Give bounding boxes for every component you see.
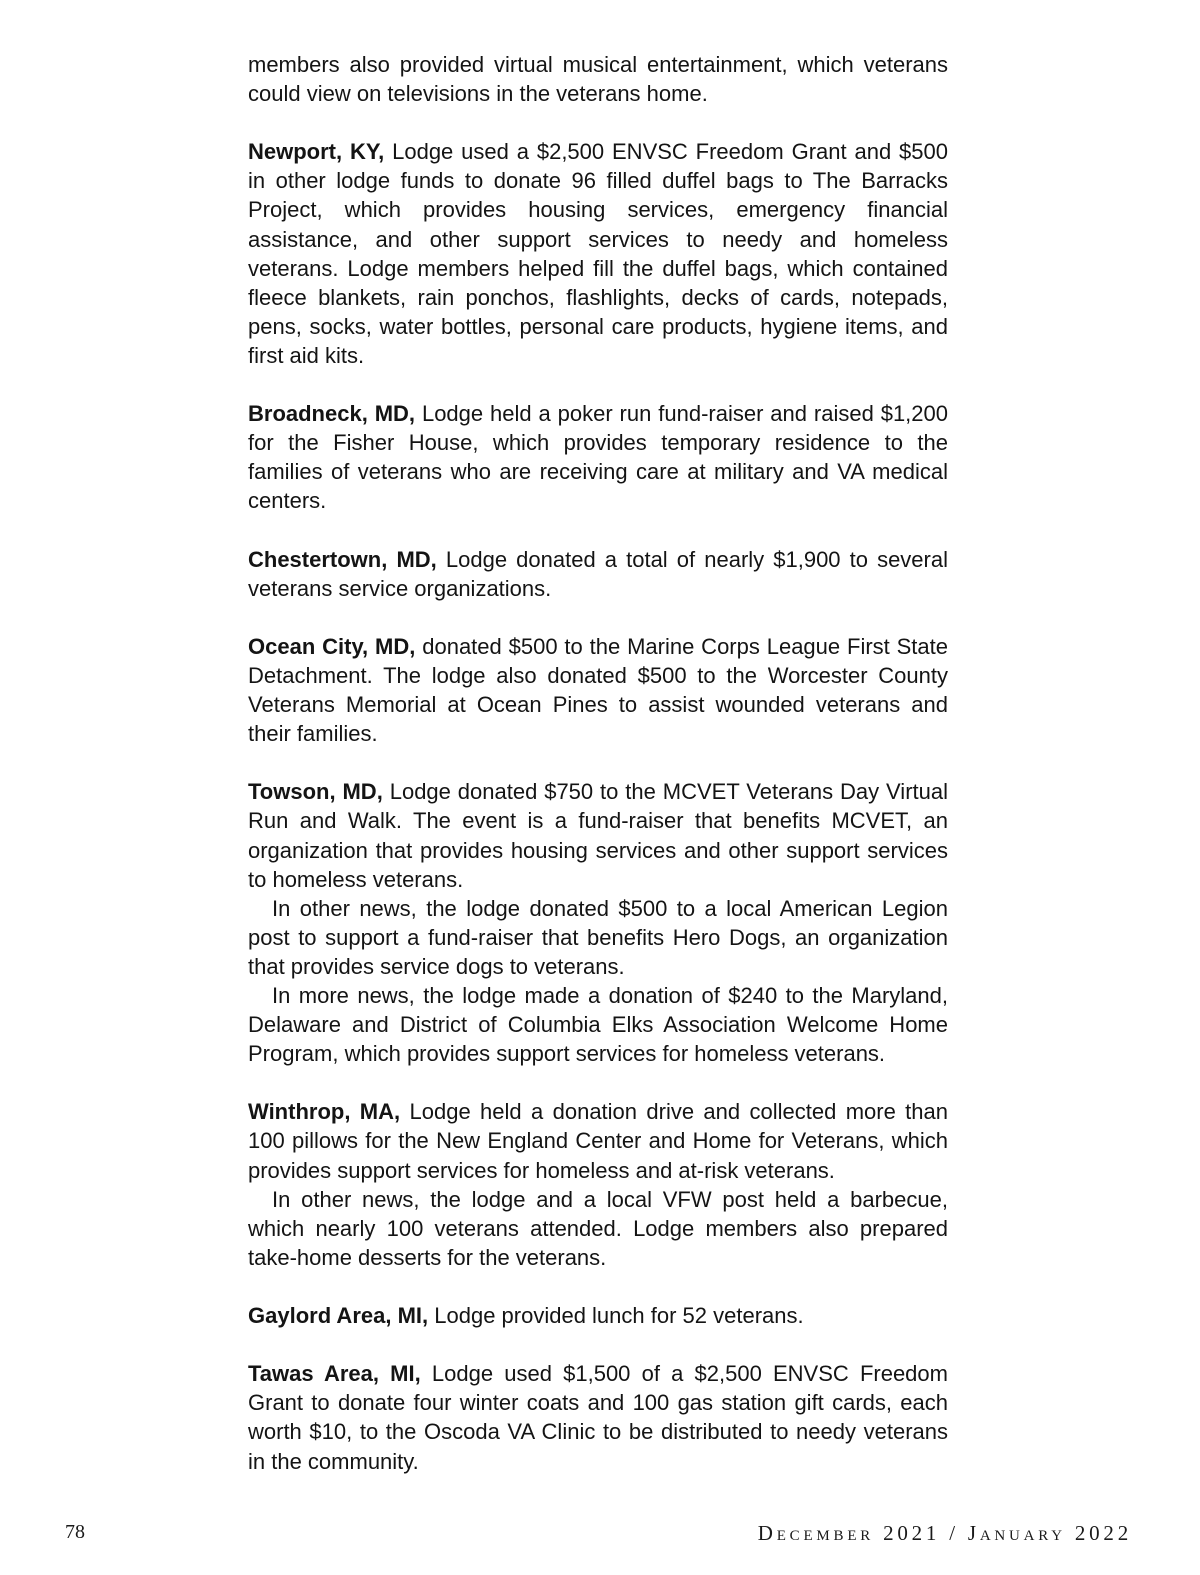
lodge-entry bbox=[248, 632, 948, 748]
lodge-name: Newport, KY, bbox=[248, 139, 385, 165]
entry-paragraph bbox=[248, 1097, 948, 1184]
lodge-name: Tawas Area, MI, bbox=[248, 1361, 421, 1387]
paragraph-text: Lodge donated $750 to the MCVET Veterans Day Virtual Run and Walk. The event is a fund-raiser that benefits MCVET, an organization that provides housing services and other support services to homeless veterans. bbox=[248, 779, 948, 892]
entry-paragraph bbox=[248, 545, 948, 603]
issue-date: December 2021 / January 2022 bbox=[757, 1521, 1132, 1545]
lodge-name: Towson, MD, bbox=[248, 779, 383, 805]
lodge-entry bbox=[248, 399, 948, 515]
lodge-entries bbox=[248, 137, 948, 1475]
paragraph-text: In other news, the lodge and a local VFW post held a barbecue, which nearly 100 veterans attended. Lodge members also prepared take-home desserts for the veterans. bbox=[248, 1186, 948, 1270]
entry-paragraph bbox=[248, 981, 948, 1068]
page-number: 78 bbox=[65, 1521, 85, 1543]
lodge-entry bbox=[248, 1359, 948, 1475]
paragraph-text: Lodge held a donation drive and collected more than 100 pillows for the New England Center and Home for Veterans, which provides support services for homeless and at-risk veterans. bbox=[248, 1099, 948, 1183]
entry-paragraph bbox=[248, 1359, 948, 1475]
paragraph-text: In more news, the lodge made a donation of $240 to the Maryland, Delaware and District of Columbia Elks Association Welcome Home Program, which provides support services for homeless veterans. bbox=[248, 983, 948, 1067]
entry-paragraph bbox=[248, 777, 948, 893]
lodge-name: Gaylord Area, MI, bbox=[248, 1303, 429, 1329]
paragraph-text: Lodge used $1,500 of a $2,500 ENVSC Freedom Grant to donate four winter coats and 100 gas station gift cards, each worth $10, to the Oscoda VA Clinic to be distributed to needy veterans in the community. bbox=[248, 1361, 948, 1474]
lodge-name: Winthrop, MA, bbox=[248, 1099, 401, 1125]
continued-paragraph: members also provided virtual musical entertainment, which veterans could view on televisions in the veterans home. bbox=[248, 52, 948, 107]
paragraph-text: Lodge provided lunch for 52 veterans. bbox=[434, 1303, 804, 1329]
entry-paragraph bbox=[248, 137, 948, 370]
lodge-name: Ocean City, MD, bbox=[248, 633, 416, 659]
lodge-entry bbox=[248, 1301, 948, 1330]
lodge-name: Chestertown, MD, bbox=[248, 546, 437, 572]
entry-paragraph bbox=[248, 894, 948, 981]
paragraph-text: In other news, the lodge donated $500 to a local American Legion post to support a fund-raiser that benefits Hero Dogs, an organization that provides service dogs to veterans. bbox=[248, 895, 948, 979]
continued-entry bbox=[248, 50, 948, 108]
paragraph-text: Lodge donated a total of nearly $1,900 to several veterans service organizations. bbox=[248, 546, 948, 601]
article-column bbox=[248, 50, 948, 1505]
lodge-entry bbox=[248, 545, 948, 603]
entry-paragraph bbox=[248, 632, 948, 748]
lodge-entry bbox=[248, 137, 948, 370]
lodge-entry bbox=[248, 777, 948, 1068]
entry-paragraph bbox=[248, 1185, 948, 1272]
paragraph-text: donated $500 to the Marine Corps League First State Detachment. The lodge also donated $500 to the Worcester County Veterans Memorial at Ocean Pines to assist wounded veterans and their families. bbox=[248, 633, 948, 747]
paragraph-text: Lodge used a $2,500 ENVSC Freedom Grant and $500 in other lodge funds to donate 96 filled duffel bags to The Barracks Project, which provides housing services, emergency financial assistance, and other support services to needy and homeless veterans. Lodge members helped fill the duffel bags, which contained fleece blankets, rain ponchos, flashlights, decks of cards, notepads, pens, socks, water bottles, personal care products, hygiene items, and first aid kits. bbox=[248, 139, 948, 368]
lodge-entry bbox=[248, 1097, 948, 1272]
paragraph-text: Lodge held a poker run fund-raiser and raised $1,200 for the Fisher House, which provides temporary residence to the families of veterans who are receiving care at military and VA medical centers. bbox=[248, 401, 948, 514]
entry-paragraph bbox=[248, 1301, 948, 1330]
lodge-name: Broadneck, MD, bbox=[248, 401, 416, 427]
entry-paragraph bbox=[248, 399, 948, 515]
